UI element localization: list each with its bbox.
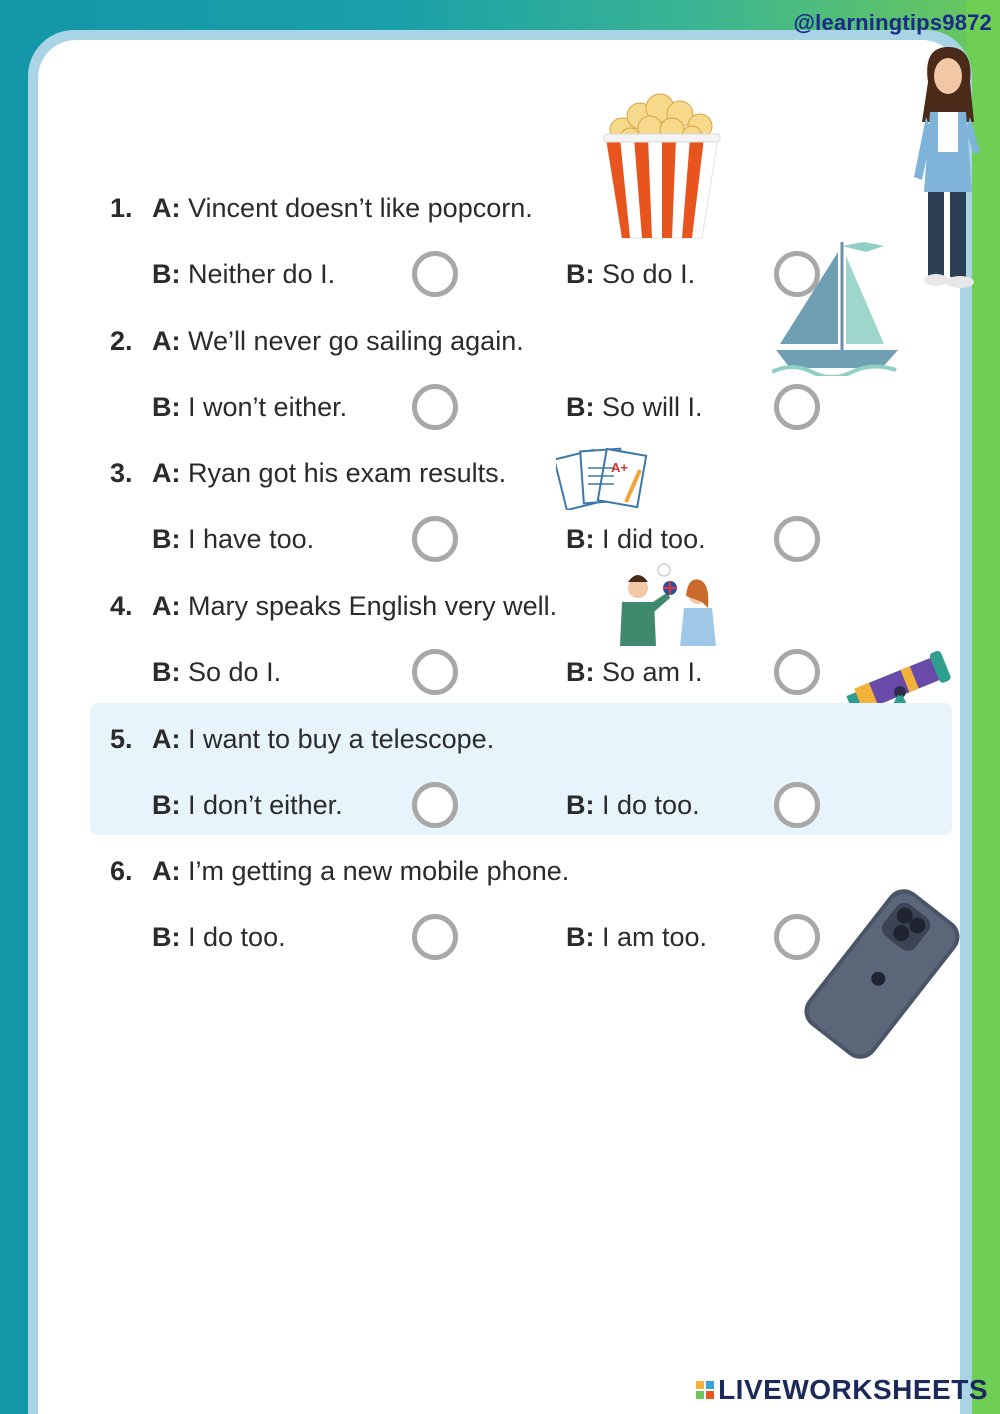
exam-grade-mark: A+ xyxy=(611,460,628,475)
option-text: So do I. xyxy=(602,259,696,289)
question-1-option-2 xyxy=(566,259,695,290)
question-5-option-1-radio[interactable] xyxy=(412,782,458,828)
question-5-option-2-radio[interactable] xyxy=(774,782,820,828)
question-6-option-2-radio[interactable] xyxy=(774,914,820,960)
question-5-statement xyxy=(152,724,494,755)
people-speaking-illustration xyxy=(606,562,718,646)
speaker-b-label: B: xyxy=(566,524,595,554)
option-text: I am too. xyxy=(602,922,708,952)
speaker-b-label: B: xyxy=(152,524,181,554)
speaker-b-label: B: xyxy=(152,657,181,687)
question-4-option-2-radio[interactable] xyxy=(774,649,820,695)
question-2-statement xyxy=(152,326,524,357)
statement-text: We’ll never go sailing again. xyxy=(188,326,524,356)
question-1-option-2-radio[interactable] xyxy=(774,251,820,297)
question-1-option-1-radio[interactable] xyxy=(412,251,458,297)
option-text: So am I. xyxy=(602,657,703,687)
popcorn-bucket-illustration xyxy=(600,92,724,242)
statement-text: Mary speaks English very well. xyxy=(188,591,558,621)
question-3-statement xyxy=(152,458,506,489)
question-6-option-2 xyxy=(566,922,707,953)
exam-papers-illustration xyxy=(556,446,650,510)
question-2-option-2 xyxy=(566,392,703,423)
speaker-b-label: B: xyxy=(566,922,595,952)
question-1-statement xyxy=(152,193,533,224)
logo-grid-icon xyxy=(696,1381,714,1399)
question-1-number: 1. xyxy=(110,193,133,223)
question-3-option-2 xyxy=(566,524,706,555)
question-6-option-1-radio[interactable] xyxy=(412,914,458,960)
speaker-a-label: A: xyxy=(152,856,181,886)
question-2-option-1-radio[interactable] xyxy=(412,384,458,430)
question-2-number: 2. xyxy=(110,326,133,356)
option-text: So do I. xyxy=(188,657,282,687)
question-2-option-2-radio[interactable] xyxy=(774,384,820,430)
question-4-option-2 xyxy=(566,657,703,688)
question-3-number: 3. xyxy=(110,458,133,488)
speaker-b-label: B: xyxy=(566,790,595,820)
question-4-statement xyxy=(152,591,557,622)
speaker-a-label: A: xyxy=(152,458,181,488)
statement-text: Vincent doesn’t like popcorn. xyxy=(188,193,533,223)
question-4-number: 4. xyxy=(110,591,133,621)
footer-brand-text: LIVEWORKSHEETS xyxy=(718,1374,988,1405)
speaker-b-label: B: xyxy=(566,657,595,687)
teacher-illustration xyxy=(908,42,988,292)
channel-handle: @learningtips9872 xyxy=(793,10,992,35)
question-4-option-1-radio[interactable] xyxy=(412,649,458,695)
option-text: I do too. xyxy=(602,790,700,820)
speaker-b-label: B: xyxy=(566,392,595,422)
question-3-option-2-radio[interactable] xyxy=(774,516,820,562)
mobile-phone-illustration xyxy=(802,886,962,1062)
question-3-option-1 xyxy=(152,524,314,555)
question-5-option-2 xyxy=(566,790,700,821)
speaker-b-label: B: xyxy=(152,790,181,820)
speaker-b-label: B: xyxy=(152,259,181,289)
option-text: I did too. xyxy=(602,524,706,554)
question-6-option-1 xyxy=(152,922,286,953)
question-4-option-1 xyxy=(152,657,281,688)
question-5-number: 5. xyxy=(110,724,133,754)
question-6-number: 6. xyxy=(110,856,133,886)
speaker-b-label: B: xyxy=(152,922,181,952)
speaker-a-label: A: xyxy=(152,724,181,754)
speaker-a-label: A: xyxy=(152,326,181,356)
statement-text: I want to buy a telescope. xyxy=(188,724,495,754)
option-text: So will I. xyxy=(602,392,703,422)
speaker-a-label: A: xyxy=(152,193,181,223)
question-5-option-1 xyxy=(152,790,343,821)
statement-text: Ryan got his exam results. xyxy=(188,458,507,488)
statement-text: I’m getting a new mobile phone. xyxy=(188,856,570,886)
question-6-statement xyxy=(152,856,569,887)
liveworksheets-logo[interactable] xyxy=(696,1374,988,1406)
question-1-option-1 xyxy=(152,259,335,290)
speaker-b-label: B: xyxy=(152,392,181,422)
option-text: Neither do I. xyxy=(188,259,336,289)
option-text: I don’t either. xyxy=(188,790,343,820)
question-2-option-1 xyxy=(152,392,347,423)
option-text: I have too. xyxy=(188,524,315,554)
option-text: I do too. xyxy=(188,922,286,952)
speaker-b-label: B: xyxy=(566,259,595,289)
option-text: I won’t either. xyxy=(188,392,348,422)
speaker-a-label: A: xyxy=(152,591,181,621)
question-3-option-1-radio[interactable] xyxy=(412,516,458,562)
